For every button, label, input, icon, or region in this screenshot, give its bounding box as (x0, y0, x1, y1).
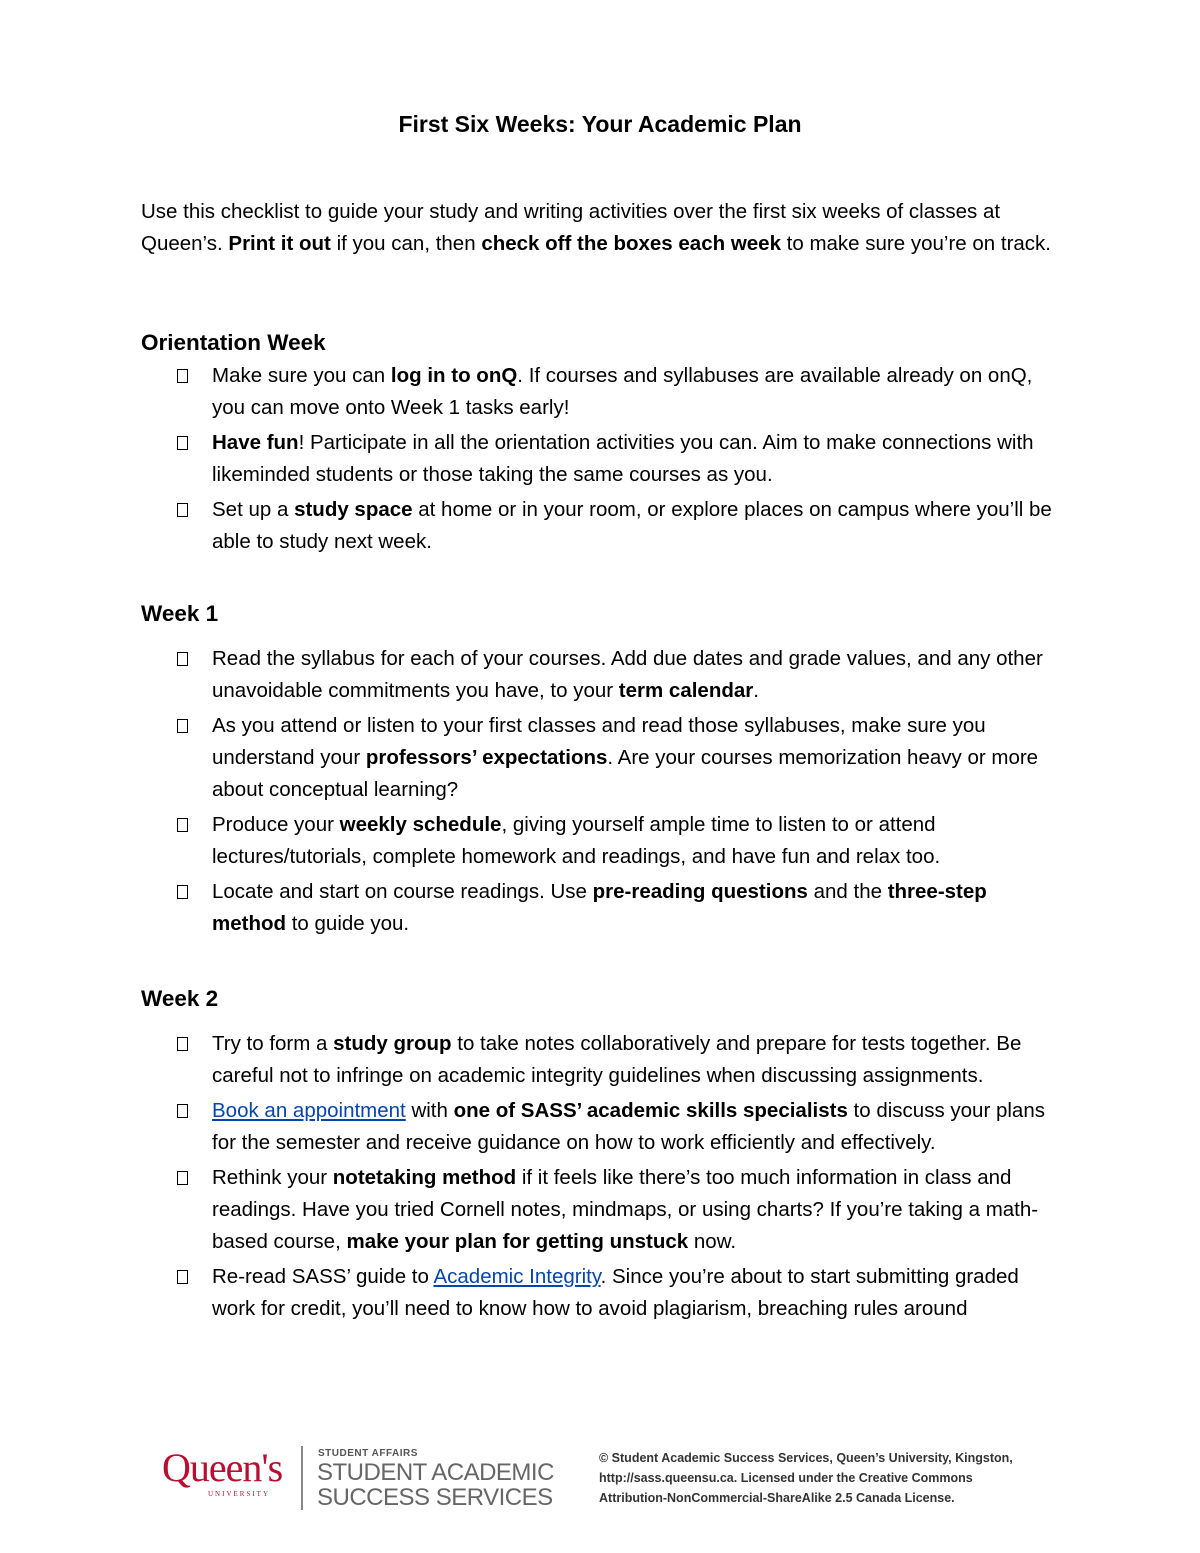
checklist-item: Produce your weekly schedule, giving yourself ample time to listen to or attend lectures/tutorials, complete homework and readings, and have fun and relax too. (141, 809, 1071, 873)
department-label: STUDENT AFFAIRS (318, 1448, 418, 1459)
page-title: First Six Weeks: Your Academic Plan (398, 111, 802, 137)
section-week-2 (141, 984, 1071, 1328)
section-heading: Orientation Week (141, 330, 326, 355)
checkbox-icon[interactable] (177, 719, 188, 733)
section-orientation-week (141, 328, 1071, 561)
checklist-item: Locate and start on course readings. Use pre-reading questions and the three-step method to guide you. (141, 876, 1071, 940)
department-name-line2: SUCCESS SERVICES (317, 1484, 553, 1511)
checkbox-icon[interactable] (177, 1104, 188, 1118)
checkbox-icon[interactable] (177, 885, 188, 899)
book-appointment-link[interactable]: Book an appointment (212, 1099, 406, 1122)
checkbox-icon[interactable] (177, 503, 188, 517)
logo-divider (301, 1446, 303, 1510)
checklist-item: As you attend or listen to your first classes and read those syllabuses, make sure you understand your professors’ expectations. Are your courses memorization heavy or more about conceptual learning? (141, 710, 1071, 806)
checkbox-icon[interactable] (177, 369, 188, 383)
section-heading: Week 2 (141, 986, 219, 1011)
queens-logo: Queen's (162, 1445, 283, 1490)
checklist-item: Make sure you can log in to onQ. If courses and syllabuses are available already on onQ, you can move onto Week 1 tasks early! (141, 360, 1071, 424)
checkbox-icon[interactable] (177, 1037, 188, 1051)
section-heading: Week 1 (141, 601, 219, 626)
checklist-item: Set up a study space at home or in your room, or explore places on campus where you’ll be able to study next week. (141, 494, 1071, 558)
checkbox-icon[interactable] (177, 652, 188, 666)
checkbox-icon[interactable] (177, 436, 188, 450)
checkbox-icon[interactable] (177, 818, 188, 832)
checklist-item: Try to form a study group to take notes collaboratively and prepare for tests together. Be careful not to infringe on academic integrity guidelines when discussing assignments. (141, 1028, 1071, 1092)
license-notice: © Student Academic Success Services, Queen’s University, Kingston, http://sass.queensu.ca. Licensed under the Creative Commons Attribution-NonCommercial-ShareAlike 2.5 Canada License. (599, 1451, 1013, 1505)
queens-logo-subtitle: UNIVERSITY (208, 1490, 270, 1498)
footer (162, 1440, 1042, 1515)
academic-integrity-link[interactable]: Academic Integrity (433, 1265, 601, 1288)
intro-paragraph: Use this checklist to guide your study and writing activities over the first six weeks of classes at Queen’s. Print it out if you can, then check off the boxes each week to make sure you’re on track. (141, 200, 1052, 255)
checkbox-icon[interactable] (177, 1270, 188, 1284)
checklist-item: Have fun! Participate in all the orientation activities you can. Aim to make connections with likeminded students or those taking the same courses as you. (141, 427, 1071, 491)
checklist-item: Book an appointment with one of SASS’ academic skills specialists to discuss your plans for the semester and receive guidance on how to work efficiently and effectively. (141, 1095, 1071, 1159)
section-week-1 (141, 599, 1071, 943)
checklist-item: Read the syllabus for each of your courses. Add due dates and grade values, and any other unavoidable commitments you have, to your term calendar. (141, 643, 1071, 707)
checklist-item: Re-read SASS’ guide to Academic Integrity. Since you’re about to start submitting graded work for credit, you’ll need to know how to avoid plagiarism, breaching rules around (141, 1261, 1071, 1325)
department-name-line1: STUDENT ACADEMIC (317, 1459, 554, 1486)
checkbox-icon[interactable] (177, 1171, 188, 1185)
checklist-item: Rethink your notetaking method if it feels like there’s too much information in class and readings. Have you tried Cornell notes, mindmaps, or using charts? If you’re taking a math-based course, make your plan for getting unstuck now. (141, 1162, 1071, 1258)
